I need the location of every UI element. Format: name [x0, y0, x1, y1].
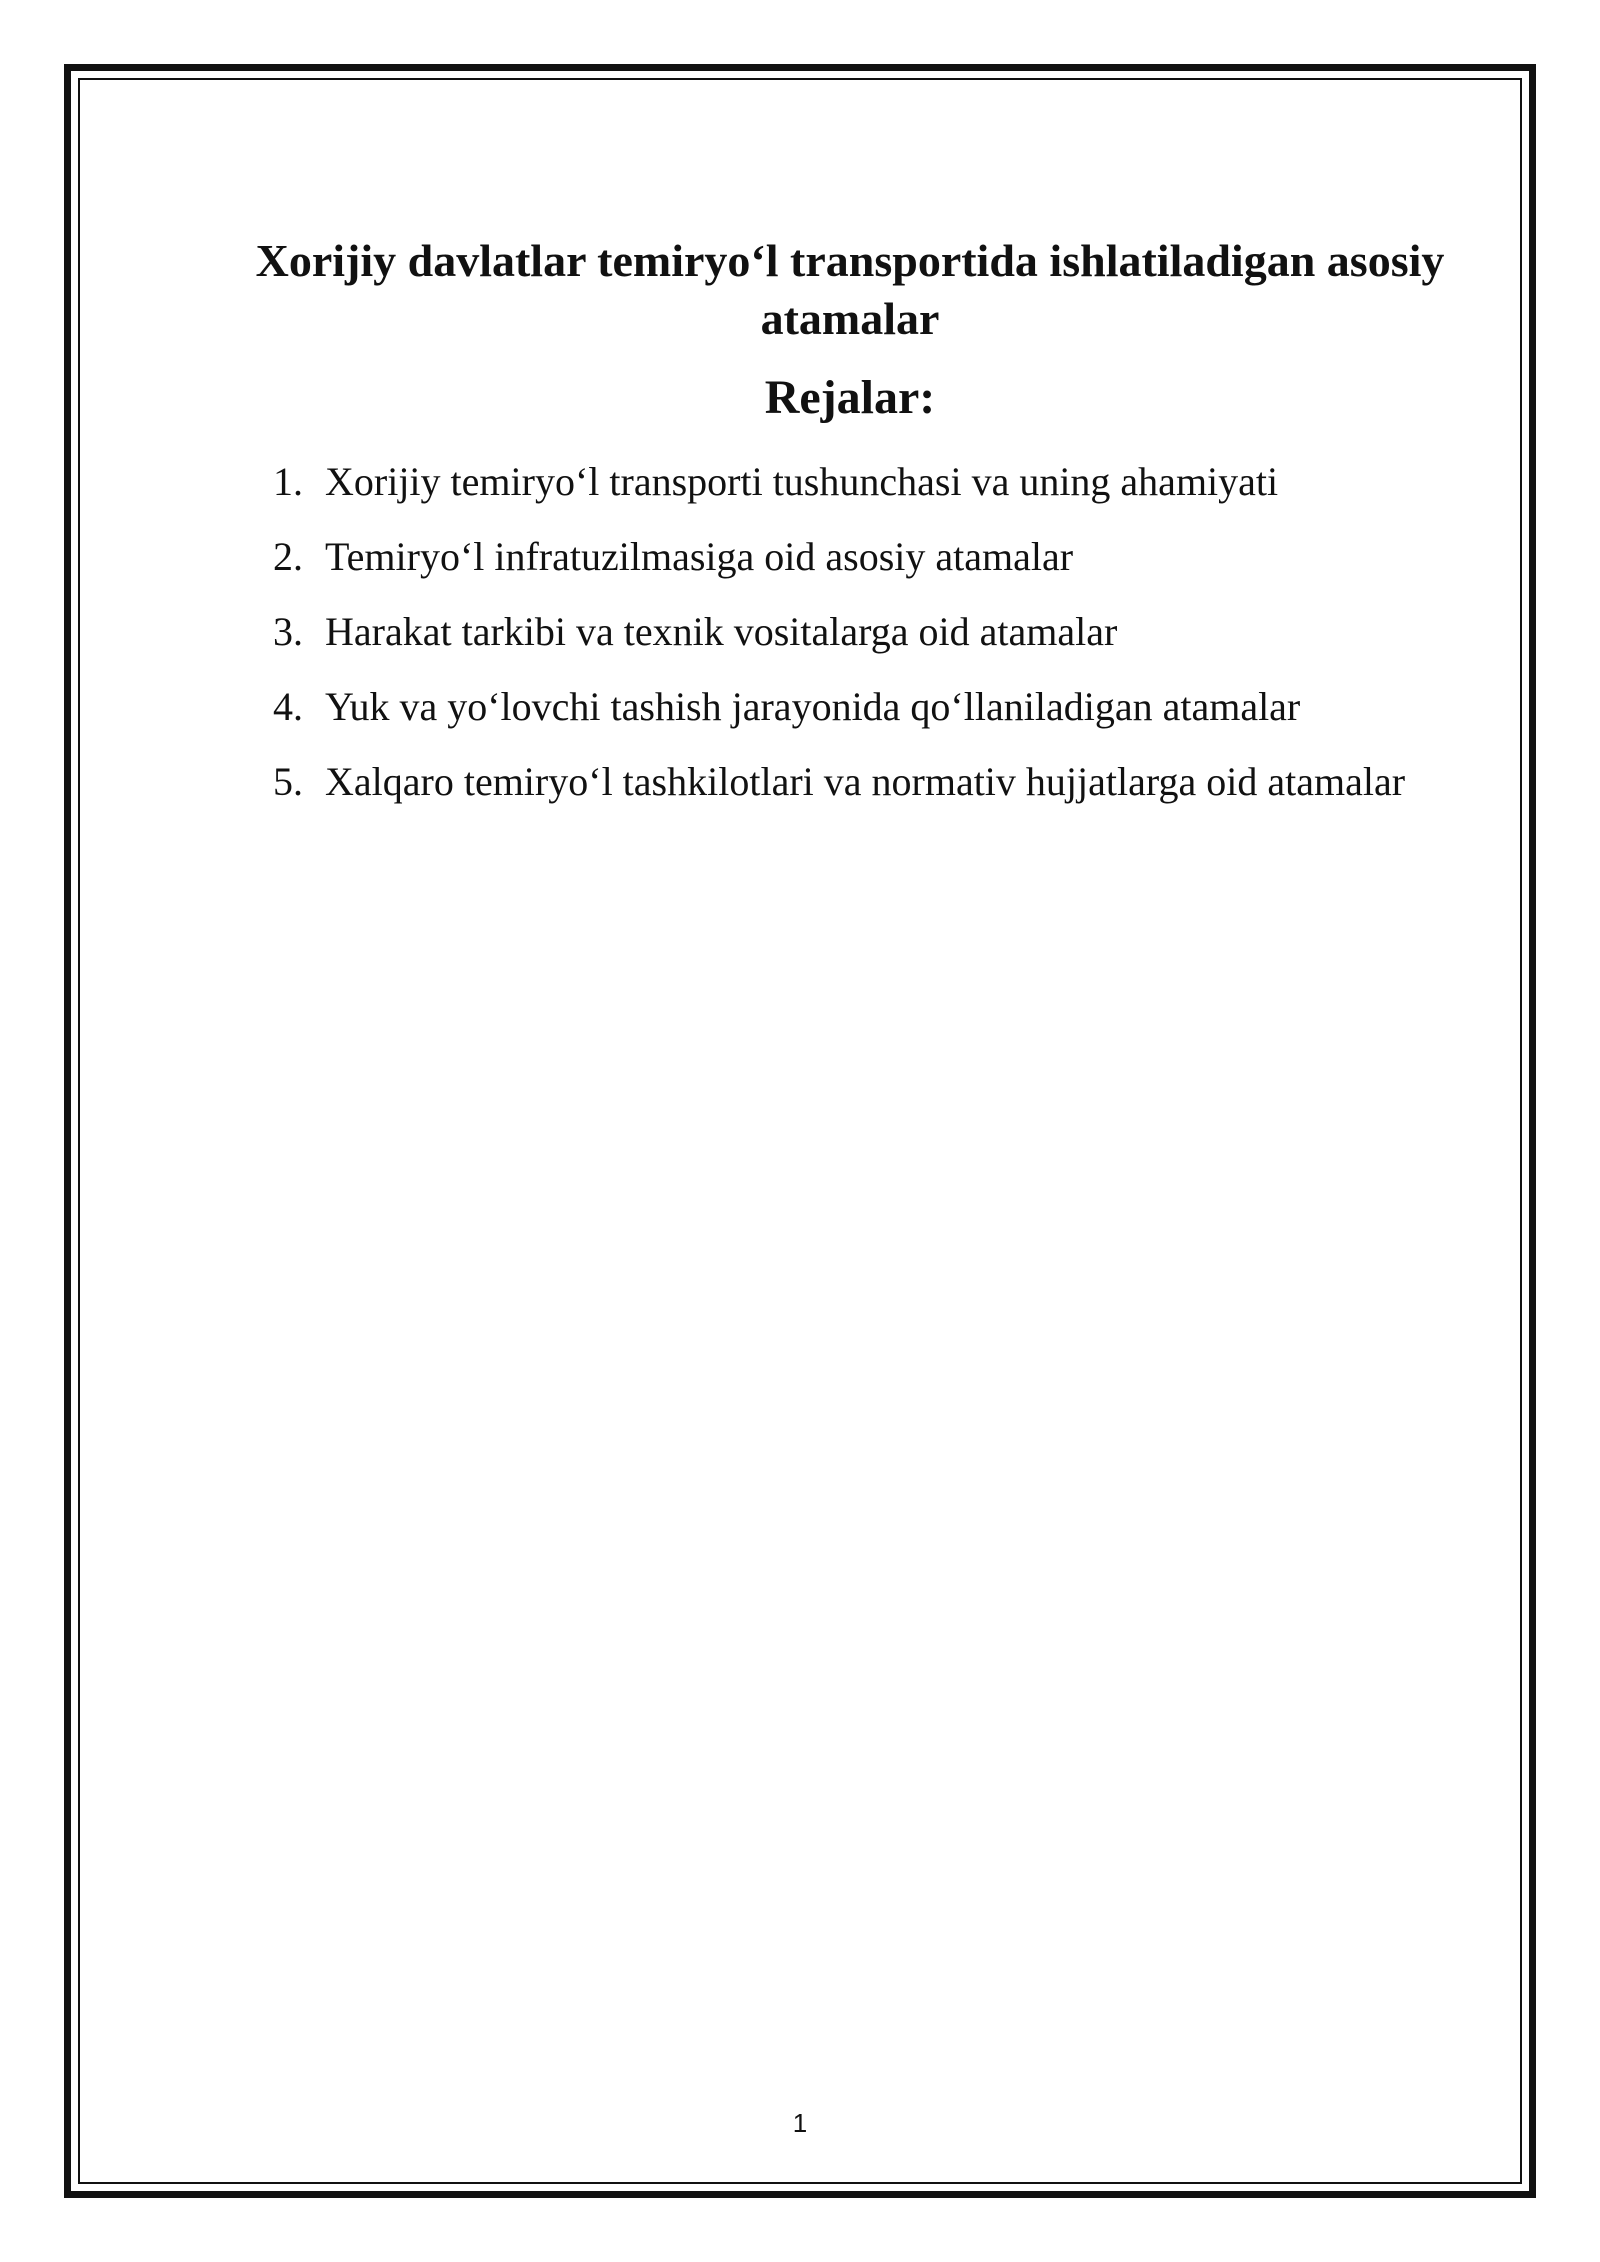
document-title: Xorijiy davlatlar temiryo‘l transportida ishlatiladigan asosiy atamalar — [255, 235, 1445, 344]
page-number: 1 — [792, 2108, 808, 2138]
page-content — [220, 232, 1520, 819]
plan-item-text: Temiryo‘l infratuzilmasiga oid asosiy atamalar — [325, 534, 1074, 579]
plan-heading: Rejalar: — [764, 371, 936, 424]
plan-item-1 — [220, 444, 1430, 519]
plan-item-number: 4. — [273, 684, 303, 729]
plan-list — [220, 444, 1520, 819]
plan-item-text: Xalqaro temiryo‘l tashkilotlari va normativ hujjatlarga oid atamalar — [325, 759, 1406, 804]
plan-item-text: Yuk va yo‘lovchi tashish jarayonida qo‘llaniladigan atamalar — [325, 684, 1301, 729]
plan-item-text: Harakat tarkibi va texnik vositalarga oid atamalar — [325, 609, 1118, 654]
plan-item-text: Xorijiy temiryo‘l transporti tushunchasi va uning ahamiyati — [325, 459, 1279, 504]
plan-item-number: 1. — [273, 459, 303, 504]
plan-item-3 — [220, 594, 1430, 669]
plan-item-number: 3. — [273, 609, 303, 654]
plan-item-2 — [220, 519, 1430, 594]
plan-item-number: 2. — [273, 534, 303, 579]
plan-item-number: 5. — [273, 759, 303, 804]
plan-item-4 — [220, 669, 1430, 744]
plan-item-5 — [220, 744, 1430, 819]
